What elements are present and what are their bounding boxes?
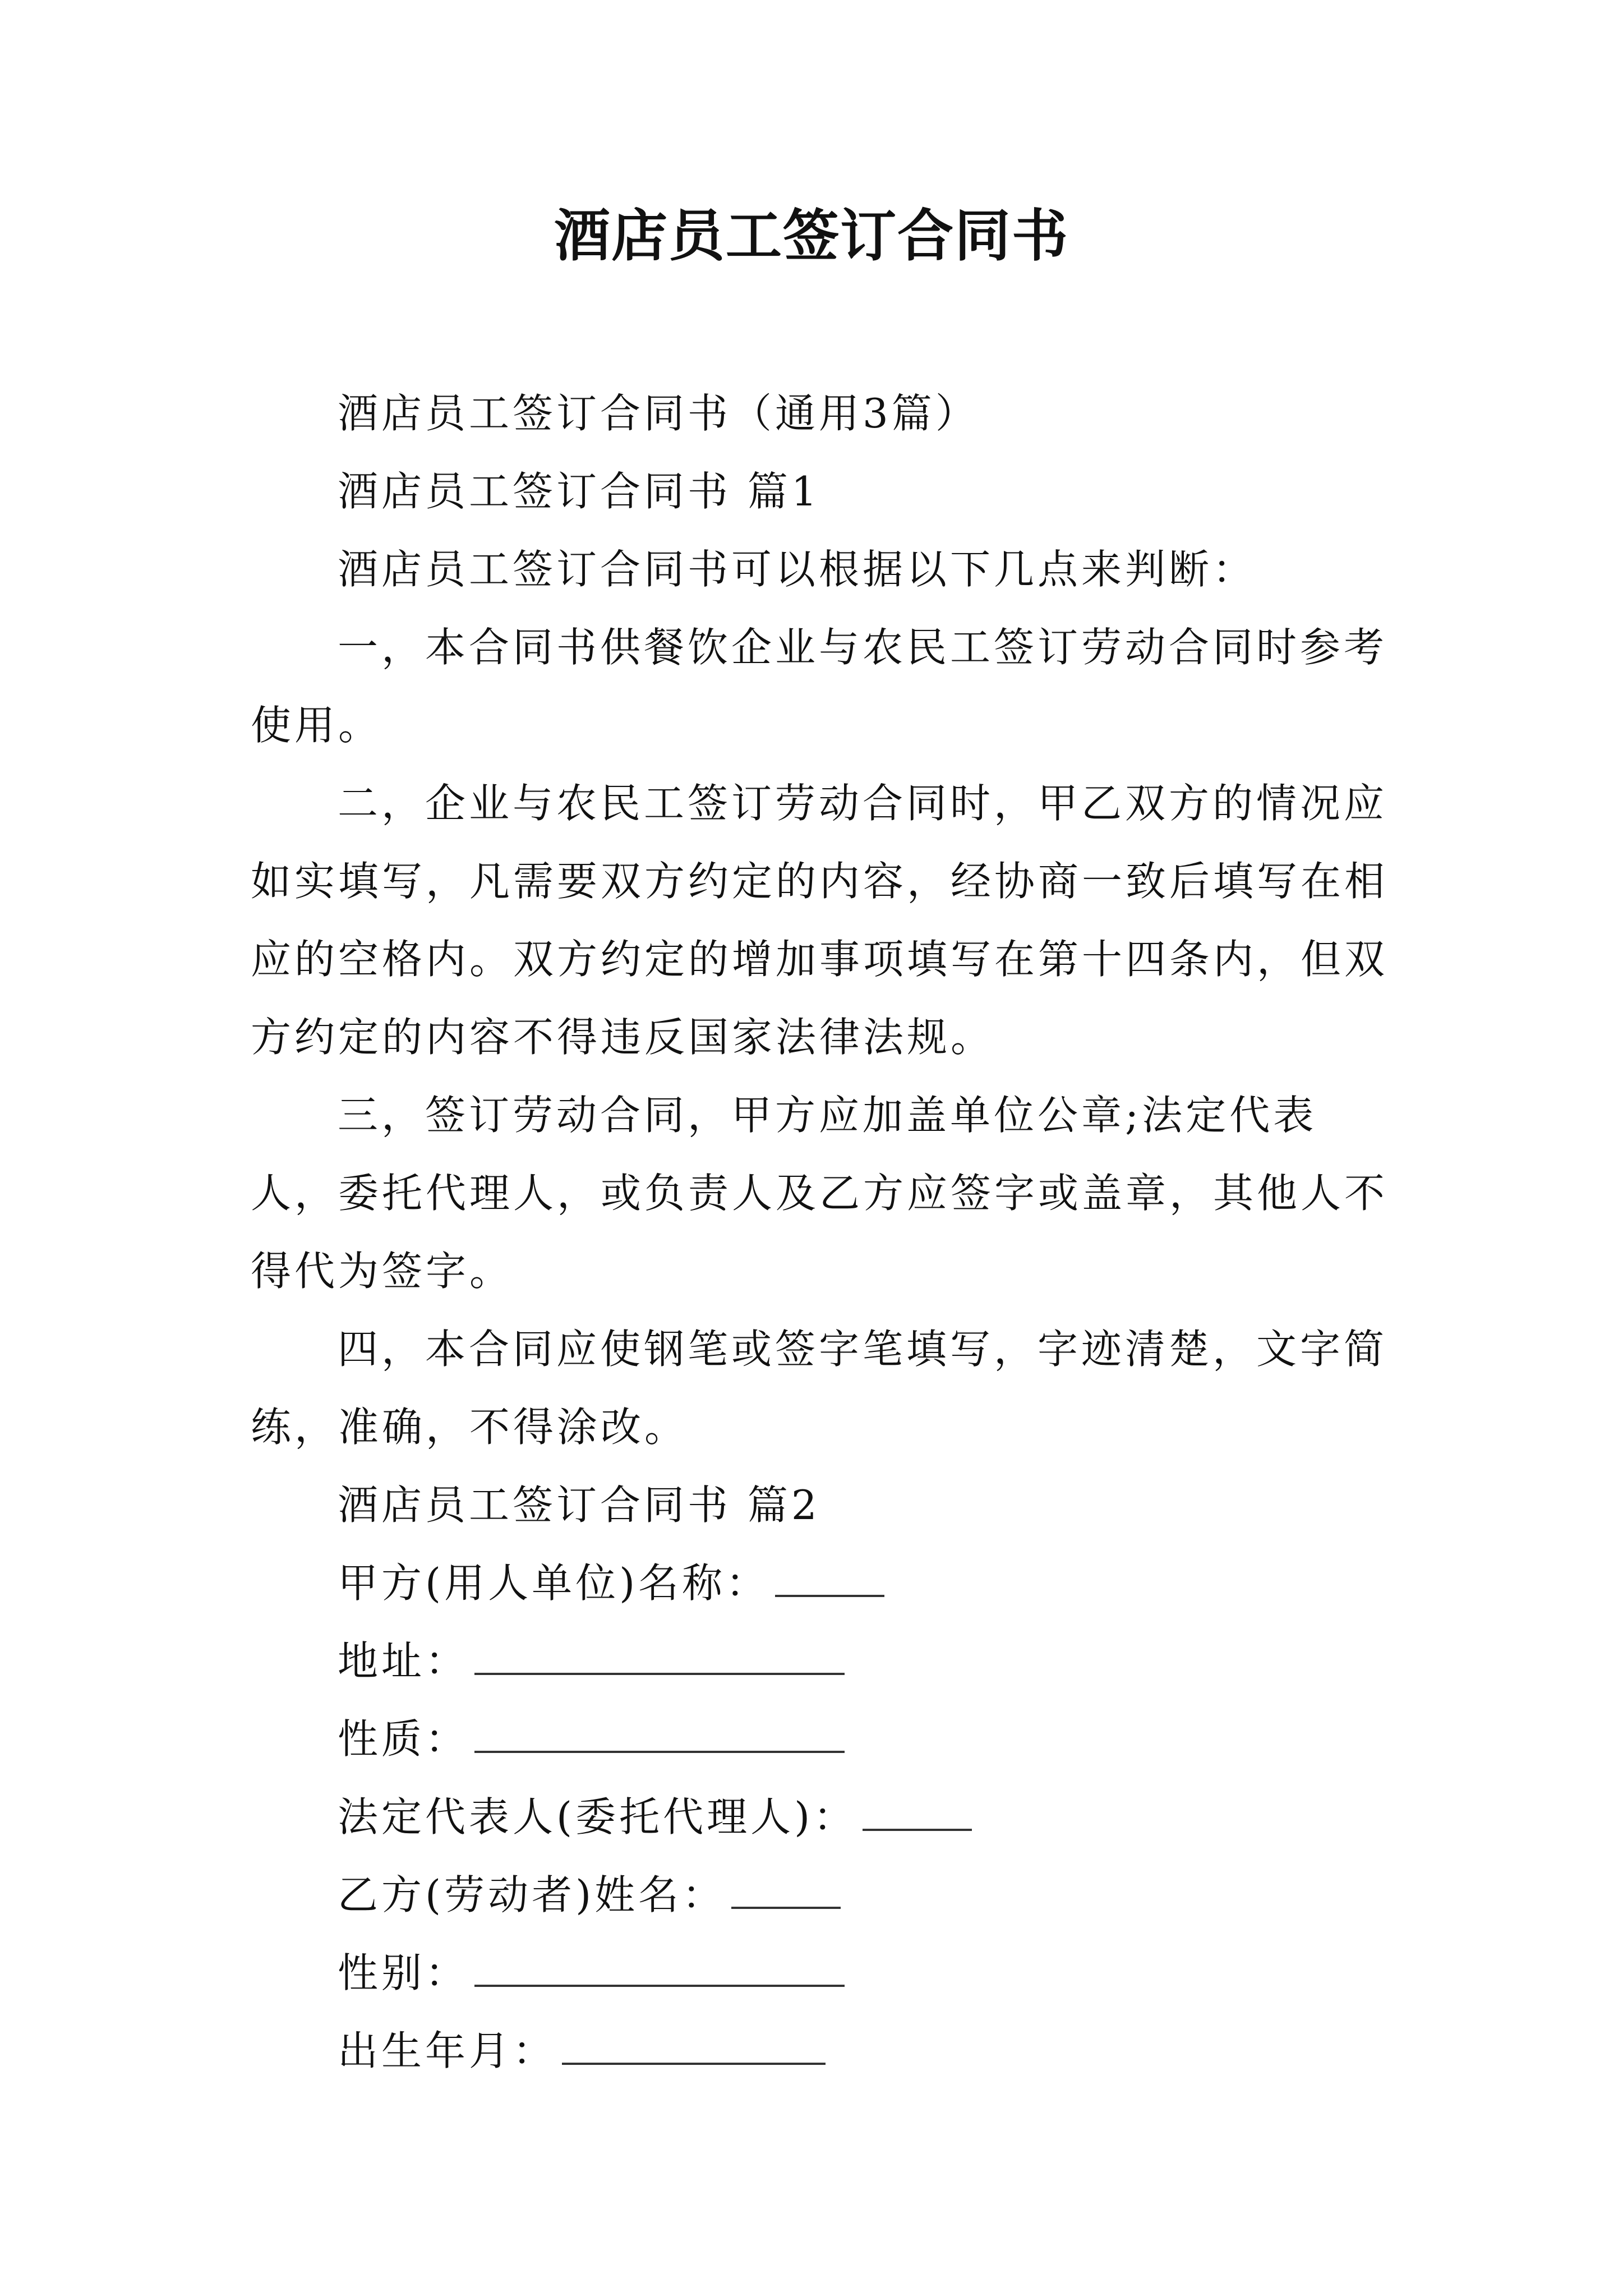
field-label: 地址： [338, 1637, 469, 1685]
form-field-address [251, 1622, 1389, 1700]
clause-paragraph-1: 一，本合同书供餐饮企业与农民工签订劳动合同时参考使用。 [251, 624, 1388, 749]
form-field-nature [251, 1700, 1389, 1778]
field-label: 法定代表人(委托代理人)： [338, 1793, 857, 1841]
subtitle-line: 酒店员工签订合同书（通用3篇） [338, 390, 979, 437]
form-field-birth-date [251, 2012, 1389, 2090]
clause-paragraph-2: 二，企业与农民工签订劳动合同时，甲乙双方的情况应如实填写，凡需要双方约定的内容，经协商一致后填写在相应的空格内。双方约定的增加事项填写在第十四条内，但双方约定的内容不得违反国家法律法规。 [251, 780, 1389, 1061]
fill-in-blank[interactable] [775, 1561, 884, 1597]
clause-paragraph-3: 三，签订劳动合同，甲方应加盖单位公章;法定代表人，委托代理人，或负责人及乙方应签字或盖章，其他人不得代为签字。 [251, 1092, 1389, 1295]
clause-paragraph-4: 四，本合同应使钢笔或签字笔填写，字迹清楚，文字简练，准确，不得涂改。 [251, 1326, 1388, 1451]
fill-in-blank[interactable] [474, 1717, 845, 1753]
section-heading-2: 酒店员工签订合同书 篇2 [338, 1481, 820, 1529]
field-label: 甲方(用人单位)名称： [338, 1559, 770, 1607]
form-field-employer-name [251, 1544, 1389, 1622]
field-label: 乙方(劳动者)姓名： [338, 1871, 726, 1918]
fill-in-blank[interactable] [474, 1951, 845, 1987]
document-title: 酒店员工签订合同书 [554, 203, 1069, 269]
fill-in-blank[interactable] [731, 1873, 841, 1909]
field-label: 性质： [338, 1715, 469, 1763]
field-label: 出生年月： [338, 2027, 557, 2074]
section-heading-1: 酒店员工签订合同书 篇1 [338, 468, 820, 515]
fill-in-blank[interactable] [562, 2029, 826, 2065]
field-label: 性别： [338, 1949, 469, 1996]
document-body [251, 375, 1389, 2090]
form-field-employee-name [251, 1856, 1389, 1934]
form-field-gender [251, 1934, 1389, 2012]
fill-in-blank[interactable] [474, 1639, 845, 1675]
fill-in-blank[interactable] [863, 1795, 972, 1831]
form-field-legal-representative [251, 1778, 1389, 1856]
intro-paragraph: 酒店员工签订合同书可以根据以下几点来判断： [338, 546, 1257, 593]
